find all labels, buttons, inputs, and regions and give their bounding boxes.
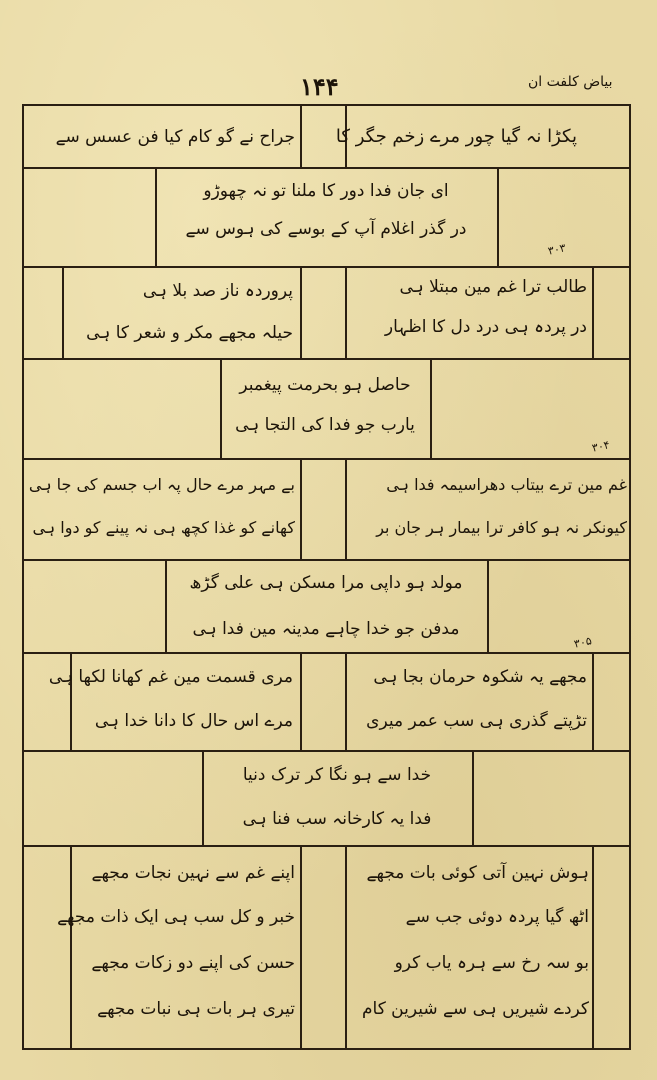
row-divider (22, 167, 631, 169)
verse-line: پروردہ ناز صد بلا ہی (142, 281, 293, 301)
column-divider (472, 750, 474, 845)
row-divider (22, 559, 631, 561)
column-divider (345, 845, 347, 1050)
verse-line: مجھے یہ شکوہ حرمان بجا ہی (373, 667, 587, 687)
verse-line: طالب ترا غم مین مبتلا ہی (399, 277, 587, 297)
verse-line: غم مین ترے بیتاب دھراسیمہ فدا ہی (386, 475, 627, 494)
verse-line: مری قسمت مین غم کھانا لکھا ہی (48, 667, 293, 687)
verse-line: خدا سے ہو نگا کر ترک دنیا (242, 765, 432, 785)
verse-line: مولد ہو داپی مرا مسکن ہی علی گڑھ (189, 573, 463, 593)
verse-line: کردے شیریں ہی سے شیرین کام (361, 999, 589, 1019)
column-divider (430, 358, 432, 458)
book-title: بیاض کلفت ان (528, 74, 613, 90)
column-divider (220, 358, 222, 458)
verse-line: حاصل ہو بحرمت پیغمبر (239, 375, 411, 395)
verse-line: تڑپتے گذری ہی سب عمر میری (366, 711, 587, 731)
verse-line: کھانے کو غذا کچھ ہی نہ پینے کو دوا ہی (32, 518, 295, 537)
column-divider (487, 559, 489, 652)
column-divider (345, 266, 347, 358)
column-divider (592, 845, 594, 1050)
verse-line: بو سہ رخ سے ہرہ یاب کرو (394, 953, 589, 973)
row-divider (22, 845, 631, 847)
column-divider (592, 266, 594, 358)
verse-line: فدا یہ کارخانہ سب فنا ہی (242, 809, 432, 829)
verse-line: بے مہر مرے حال پہ اب جسم کی جا ہی (28, 475, 295, 494)
column-divider (300, 652, 302, 750)
verse-line: جراح نے گو کام کیا فن عسس سے (55, 127, 295, 147)
row-divider (22, 458, 631, 460)
row-divider (22, 750, 631, 752)
verse-line: تیری ہر بات ہی نبات مجھے (97, 999, 295, 1019)
page-number: ۱۴۴ (300, 72, 339, 101)
column-divider (497, 167, 499, 266)
verse-line: یارب جو فدا کی التجا ہی (235, 415, 415, 435)
row-divider (22, 358, 631, 360)
column-divider (300, 845, 302, 1050)
verse-line: حیلہ مجھے مکر و شعر کا ہی (86, 323, 293, 343)
verse-line: مرے اس حال کا دانا خدا ہی (94, 711, 293, 731)
verse-line: در پردہ ہی درد دل کا اظہار (384, 317, 587, 337)
verse-line: در گذر اغلام آپ کے بوسے کی ہوس سے (185, 219, 467, 239)
column-divider (62, 266, 64, 358)
verse-line: حسن کی اپنے دو زکات مجھے (91, 953, 295, 973)
column-divider (345, 458, 347, 559)
column-divider (202, 750, 204, 845)
verse-line: خبر و کل سب ہی ایک ذات مجھے (57, 907, 295, 927)
column-divider (300, 266, 302, 358)
column-divider (345, 652, 347, 750)
verse-line: اپنے غم سے نہین نجات مجھے (91, 863, 295, 883)
column-divider (300, 104, 302, 167)
verse-line: پکڑا نہ گیا چور مرے زخم جگر کا (335, 126, 577, 147)
verse-line: اٹھ گیا پردہ دوئی جب سے (405, 907, 589, 927)
verse-number: ۳۰۵ (572, 634, 593, 651)
column-divider (165, 559, 167, 652)
verse-line: ای جان فدا دور کا ملنا تو نہ چھوڑو (203, 181, 449, 201)
row-divider (22, 652, 631, 654)
verse-line: ہوش نہین آتی کوئی بات مجھے (366, 863, 589, 883)
verse-line: مدفن جو خدا چاہے مدینہ مین فدا ہی (192, 619, 460, 639)
verse-number: ۳۰۳ (546, 241, 567, 258)
column-divider (300, 458, 302, 559)
column-divider (592, 652, 594, 750)
verse-number: ۳۰۴ (590, 438, 611, 455)
verse-line: کیونکر نہ ہو کافر ترا بیمار ہر جان بر (376, 518, 627, 537)
column-divider (70, 845, 72, 1050)
column-divider (155, 167, 157, 266)
row-divider (22, 266, 631, 268)
